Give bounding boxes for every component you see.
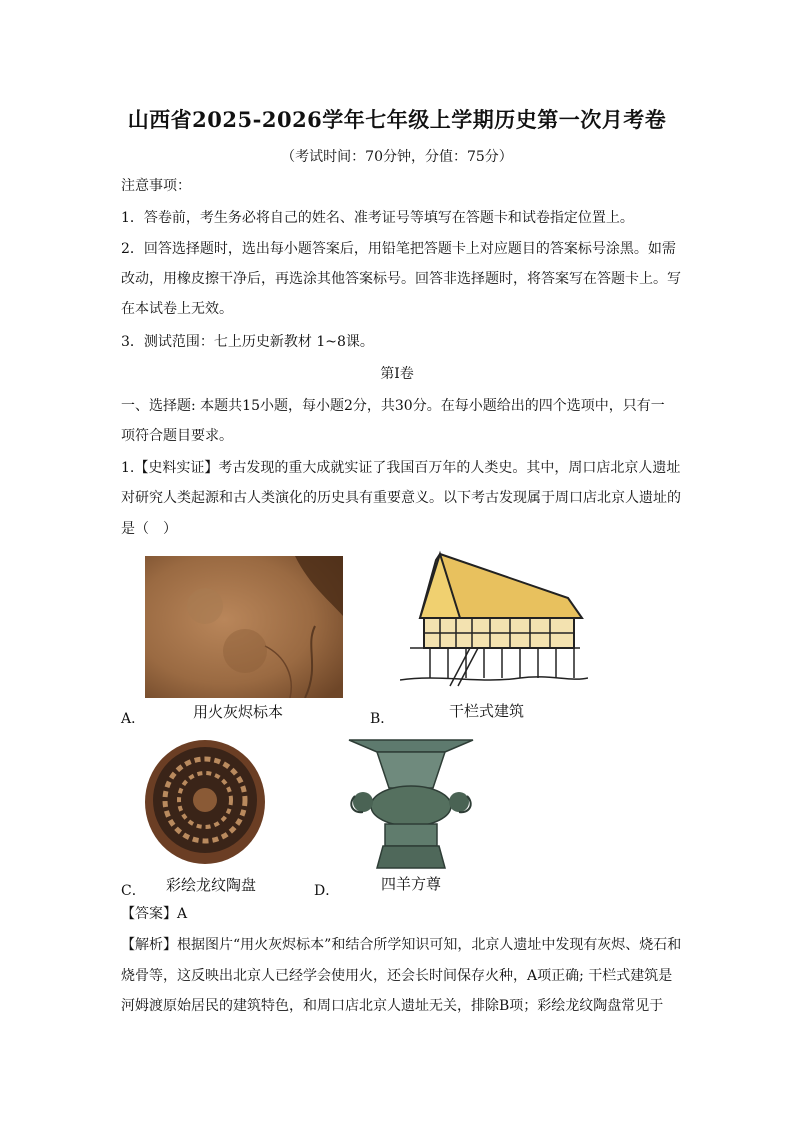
option-a-caption: 用火灰烬标本: [193, 703, 284, 721]
notice-item: 1．答卷前，考生务必将自己的姓名、准考证号等填写在答题卡和试卷指定位置上。: [121, 210, 634, 226]
stilt-house-image: [400, 548, 588, 690]
answer-line: 【答案】A: [121, 906, 188, 922]
option-a-letter: A．: [121, 711, 146, 727]
exam-info: （考试时间：70分钟，分值：75分）: [281, 149, 513, 165]
pottery-plate-image: [143, 738, 268, 868]
option-b-letter: B．: [370, 711, 395, 727]
option-c-caption: 彩绘龙纹陶盘: [166, 876, 257, 894]
question-stem: 对研究人类起源和古人类演化的历史具有重要意义。以下考古发现属于周口店北京人遗址的: [121, 490, 681, 506]
section-heading: 第Ⅰ卷: [380, 366, 414, 382]
notice-item: 3．测试范围：七上历史新教材 1~8课。: [121, 334, 374, 350]
notice-item: 在本试卷上无效。: [121, 301, 233, 317]
analysis-line: 【解析】根据图片“用火灰烬标本”和结合所学知识可知，北京人遗址中发现有灰烬、烧石和: [121, 937, 682, 953]
ash-sample-image: [145, 556, 343, 698]
notice-item: 改动，用橡皮擦干净后，再选涂其他答案标号。回答非选择题时，将答案写在答题卡上。写: [121, 271, 681, 287]
part-instruction: 项符合题目要求。: [121, 428, 233, 444]
option-b-caption: 干栏式建筑: [449, 702, 525, 720]
page-title: 山西省2025-2026学年七年级上学期历史第一次月考卷: [127, 107, 667, 132]
analysis-line: 烧骨等，这反映出北京人已经学会使用火，还会长时间保存火种，A项正确; 干栏式建筑是: [121, 968, 673, 984]
option-d-letter: D．: [314, 883, 340, 899]
analysis-line: 河姆渡原始居民的建筑特色，和周口店北京人遗址无关，排除B项；彩绘龙纹陶盘常见于: [121, 998, 664, 1014]
option-c-letter: C．: [121, 883, 146, 899]
notice-item: 2．回答选择题时，选出每小题答案后，用铅笔把答题卡上对应题目的答案标号涂黑。如需: [121, 241, 676, 257]
notice-heading: 注意事项：: [121, 178, 191, 194]
question-stem: 1.【史料实证】考古发现的重大成就实证了我国百万年的人类史。其中，周口店北京人遗址: [121, 460, 681, 476]
question-stem: 是（ ）: [121, 521, 177, 537]
four-ram-zun-image: [345, 736, 477, 870]
option-d-caption: 四羊方尊: [381, 875, 442, 893]
part-instruction: 一、选择题: 本题共15小题，每小题2分，共30分。在每小题给出的四个选项中，只有一: [121, 398, 665, 414]
